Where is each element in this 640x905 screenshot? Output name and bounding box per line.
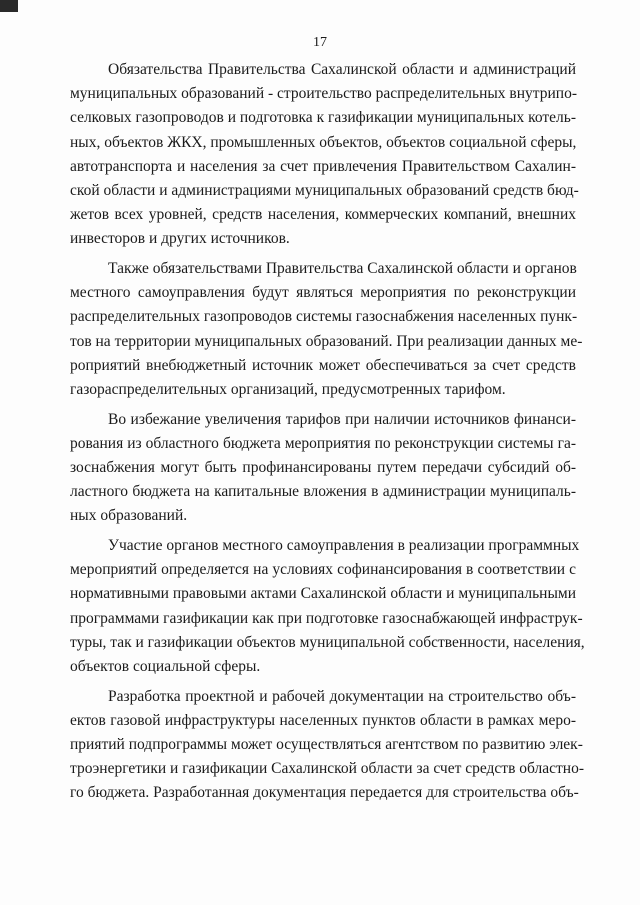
text-line: тов на территории муниципальных образований. При реализации данных ме-: [70, 332, 583, 350]
text-line: жетов всех уровней, средств населения, коммерческих компаний, внешних: [70, 206, 576, 224]
text-line: рования из областного бюджета мероприятия по реконструкции системы га-: [70, 434, 576, 452]
text-line: Участие органов местного самоуправления в реализации программных: [108, 537, 580, 555]
paragraph: [70, 685, 584, 806]
text-line: роприятий внебюджетный источник может обеспечиваться за счет средств: [70, 356, 576, 374]
paragraph: [70, 58, 579, 252]
text-line: Также обязательствами Правительства Сахалинской области и органов: [108, 260, 577, 277]
text-line: газораспределительных организаций, предусмотренных тарифом.: [70, 380, 506, 398]
text-line: троэнергетики и газификации Сахалинской области за счет средств областно-: [70, 760, 584, 778]
paragraph: [70, 408, 576, 529]
text-line: селковых газопроводов и подготовка к газификации муниципальных котель-: [70, 109, 576, 127]
text-line: ных, объектов ЖКХ, промышленных объектов, объектов социальной сферы,: [70, 133, 577, 151]
text-line: муниципальных образований - строительство распределительных внутрипо-: [70, 85, 578, 103]
text-line: Обязательства Правительства Сахалинской области и администраций: [108, 61, 576, 78]
text-line: распределительных газопроводов системы газоснабжения населенных пунк-: [70, 308, 578, 326]
paragraph: [70, 534, 585, 679]
text-line: ектов газовой инфраструктуры населенных пунктов области в рамках меро-: [70, 711, 576, 729]
text-line: ской области и администрациями муниципальных образований средств бюд-: [70, 181, 579, 199]
text-line: объектов социальной сферы.: [70, 658, 261, 675]
paragraph: [70, 257, 583, 402]
document-body: [70, 58, 585, 811]
text-line: зоснабжения могут быть профинансированы путем передачи субсидий об-: [70, 459, 576, 476]
text-line: нормативными правовыми актами Сахалинской области и муниципальными: [70, 585, 576, 603]
text-line: автотранспорта и населения за счет привлечения Правительством Сахалин-: [70, 157, 576, 175]
text-line: местного самоуправления будут являться мероприятия по реконструкции: [70, 284, 576, 302]
text-line: го бюджета. Разработанная документация передается для строительства объ-: [70, 784, 579, 802]
text-line: приятий подпрограммы может осуществляться агентством по развитию элек-: [70, 736, 583, 754]
text-line: ных образований.: [70, 507, 188, 525]
text-line: ластного бюджета на капитальные вложения в администрации муниципаль-: [70, 483, 576, 501]
text-line: Разработка проектной и рабочей документации на строительство объ-: [108, 687, 576, 705]
page-number: 17: [313, 35, 327, 50]
scan-corner-mark: [0, 0, 18, 12]
text-line: Во избежание увеличения тарифов при наличии источников финанси-: [108, 410, 576, 428]
text-line: инвесторов и других источников.: [70, 230, 290, 248]
text-line: программами газификации как при подготовке газоснабжающей инфраструк-: [70, 609, 583, 627]
text-line: мероприятий определяется на условиях софинансирования в соответствии с: [70, 561, 576, 579]
text-line: туры, так и газификации объектов муниципальной собственности, населения,: [70, 633, 585, 651]
